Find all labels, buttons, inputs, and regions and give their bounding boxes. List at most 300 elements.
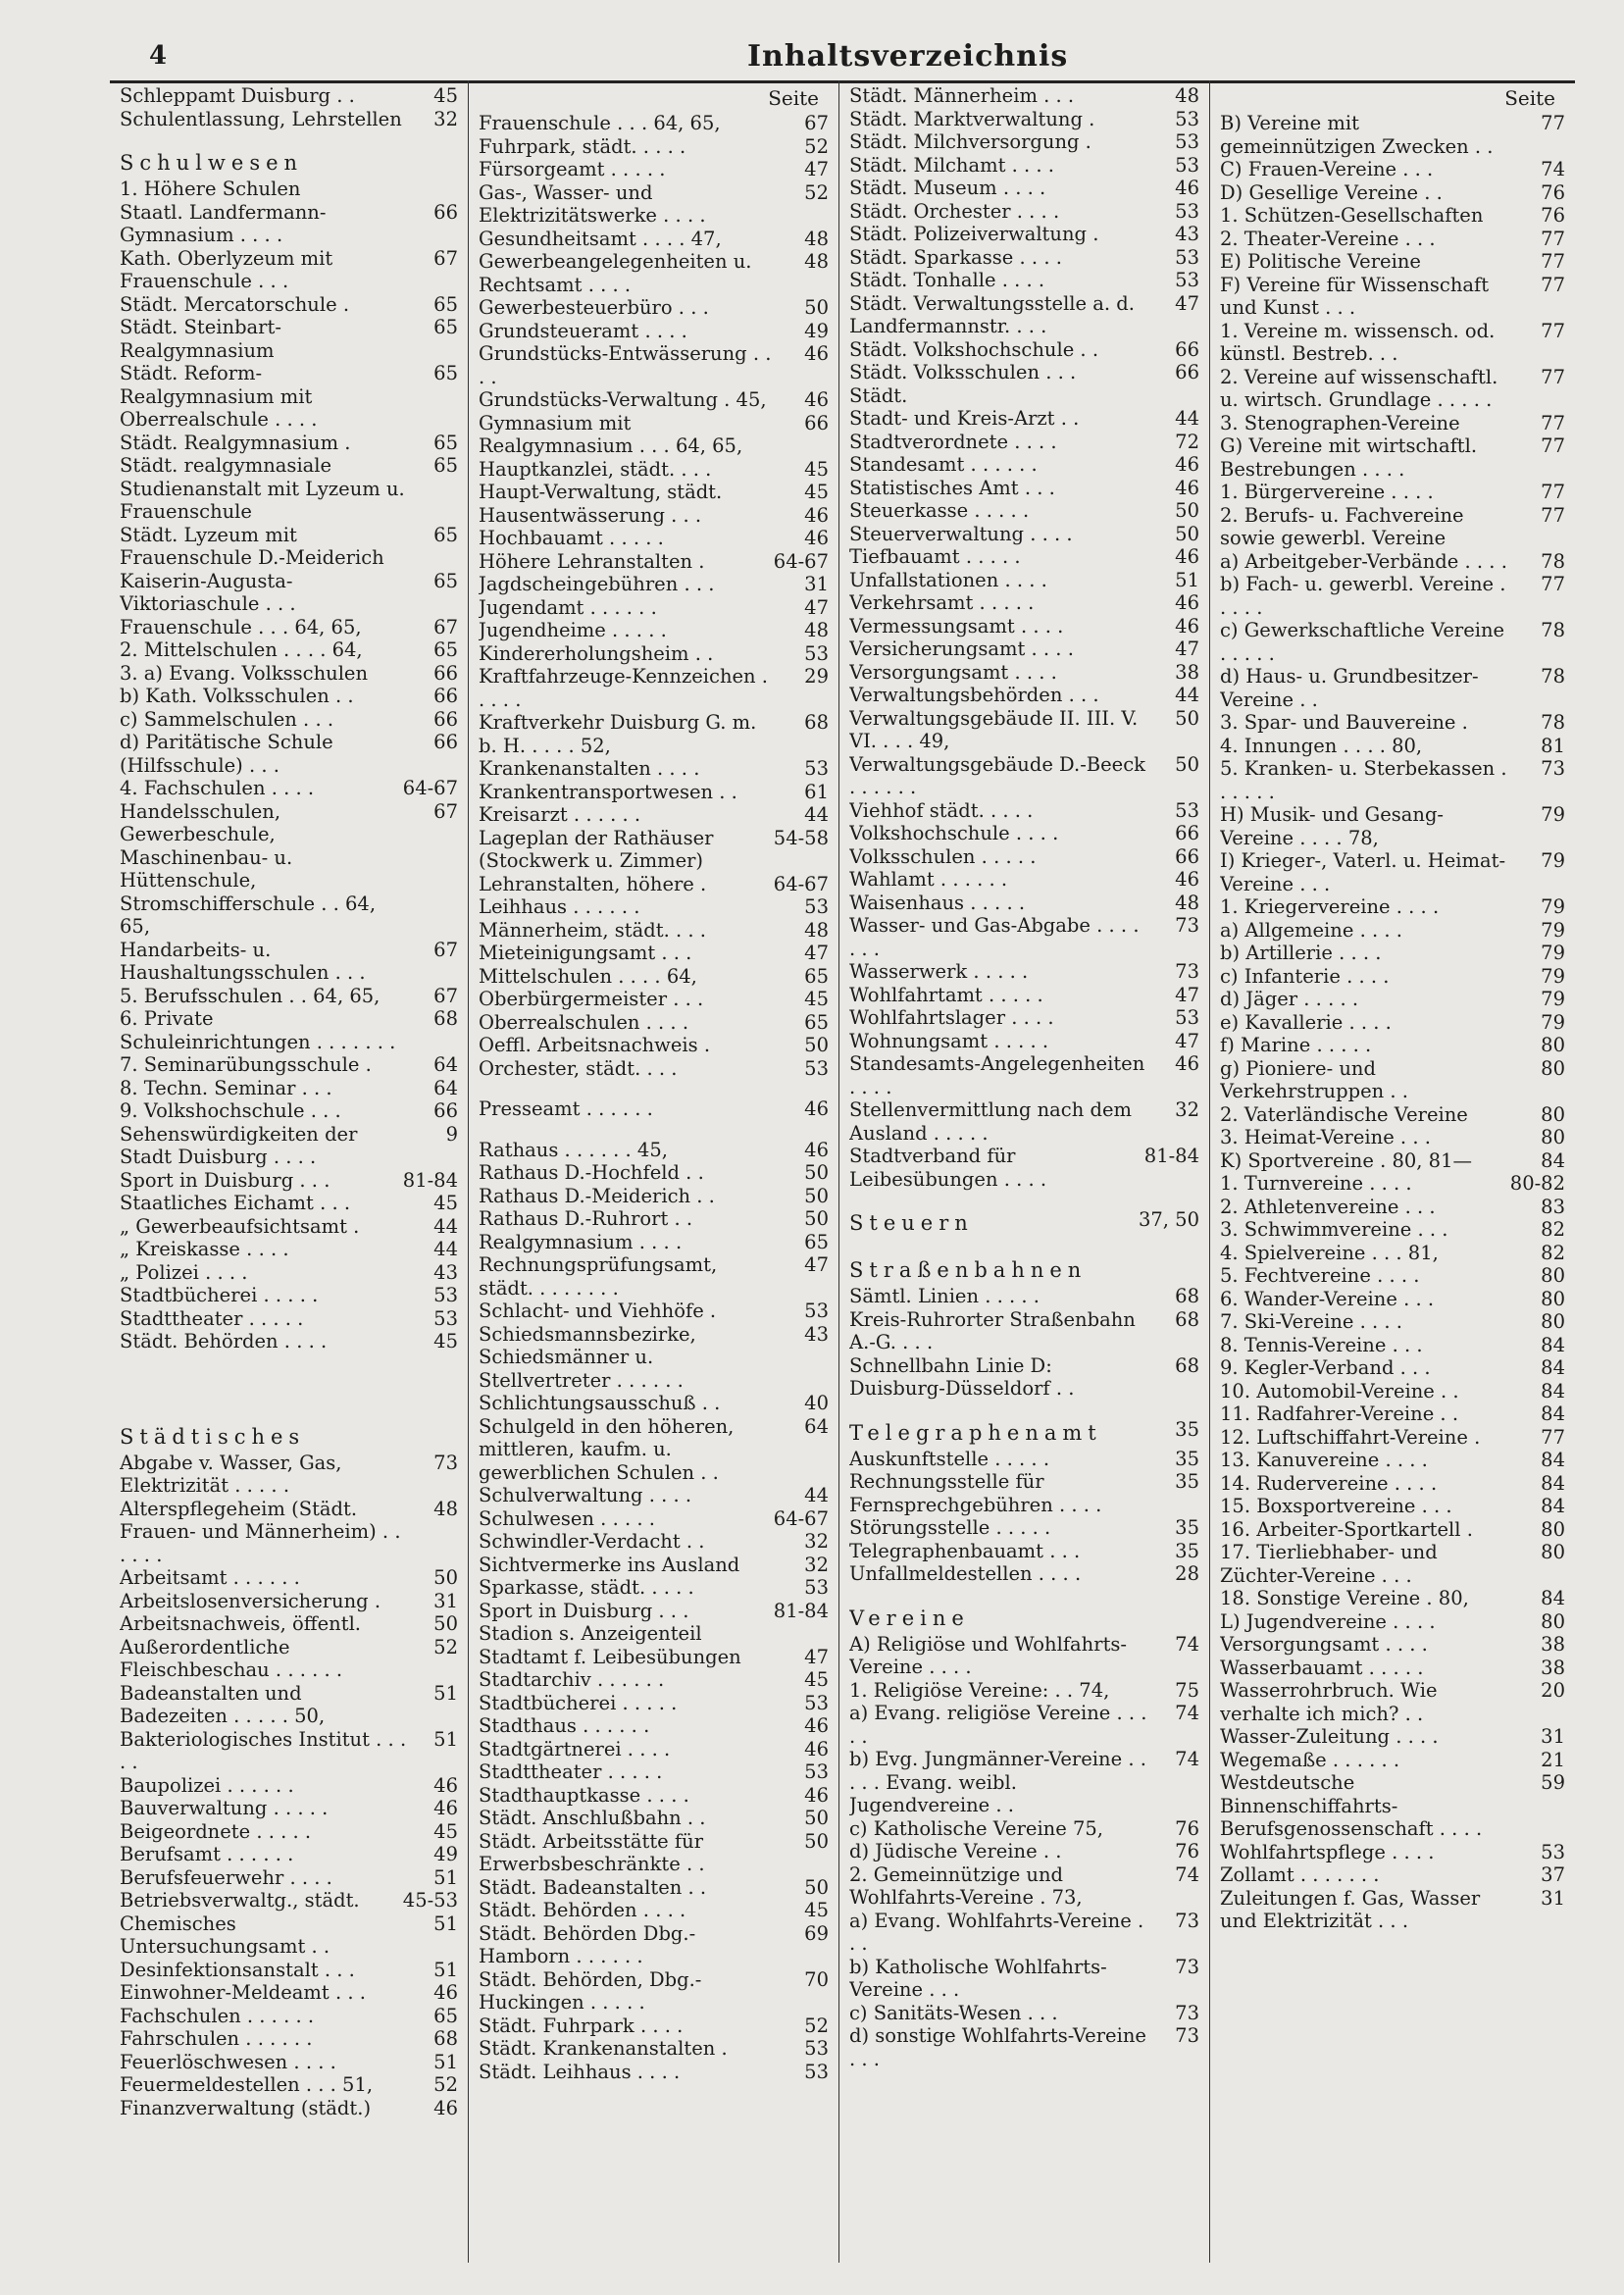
index-entry	[849, 1633, 1199, 1679]
section-heading	[849, 1604, 1199, 1633]
index-entry	[479, 757, 829, 781]
index-entry	[479, 1714, 829, 1738]
index-entry	[479, 1392, 829, 1415]
entry-text: Einwohner-Meldeamt . . .	[120, 1981, 366, 2004]
index-entry	[120, 108, 458, 131]
index-entry	[849, 591, 1199, 615]
index-entry	[849, 431, 1199, 454]
entry-text: Schulverwaltung . . . .	[479, 1484, 692, 1506]
entry-text: Städt. realgymnasiale Studienanstalt mit Lyzeum u. Frauenschule	[120, 454, 405, 523]
entry-page-number: 79	[1541, 803, 1565, 826]
index-entry	[120, 316, 458, 362]
entry-text: Zuleitungen f. Gas, Wasser und Elektrizität . . .	[1220, 1886, 1481, 1932]
entry-text: 2. Vereine auf wissenschaftl. u. wirtsch. Grundlage . . . . .	[1220, 365, 1498, 411]
index-entry	[479, 1692, 829, 1715]
entry-page-number: 31	[804, 573, 829, 595]
index-entry	[849, 960, 1199, 984]
entry-page-number: 51	[433, 1958, 458, 1981]
index-entry	[479, 596, 829, 620]
index-entry	[1220, 1541, 1565, 1587]
index-entry	[1220, 711, 1565, 735]
index-entry	[479, 1415, 829, 1485]
entry-page-number: 53	[1175, 107, 1199, 130]
entry-page-number: 73	[1175, 914, 1199, 937]
index-entry	[1220, 1264, 1565, 1288]
index-entry	[1220, 665, 1565, 711]
entry-page-number: 51	[1175, 568, 1199, 591]
entry-page-number: 80	[1541, 1310, 1565, 1333]
entry-text: Wasserbauamt . . . . .	[1220, 1656, 1424, 1679]
entry-page-number: 35	[1175, 1417, 1199, 1441]
entry-text: e) Kavallerie . . . .	[1220, 1010, 1392, 1034]
section-heading	[849, 1418, 1199, 1448]
section-heading	[849, 1255, 1199, 1285]
index-entry	[849, 1098, 1199, 1145]
entry-page-number: 84	[1541, 1495, 1565, 1517]
entry-page-number: 77	[1541, 365, 1565, 388]
entry-page-number: 65	[804, 964, 829, 988]
index-entry	[1220, 1587, 1565, 1610]
index-entry	[849, 1817, 1199, 1841]
index-entry	[1220, 1126, 1565, 1149]
index-entry	[479, 458, 829, 482]
index-entry	[849, 292, 1199, 338]
entry-page-number: 46	[804, 1714, 829, 1737]
index-entry	[120, 1169, 458, 1193]
index-entry	[479, 2014, 829, 2038]
entry-page-number: 80	[1541, 1034, 1565, 1056]
entry-text: 3. Schwimmvereine . . .	[1220, 1218, 1448, 1241]
index-entry	[120, 708, 458, 732]
entry-page-number: 50	[804, 1184, 829, 1207]
entry-page-number: 32	[804, 1553, 829, 1576]
entry-text: 9. Volkshochschule . . .	[120, 1099, 341, 1122]
entry-text: Städt. Arbeitsstätte für Erwerbsbeschränkte . .	[479, 1829, 705, 1875]
index-entry	[120, 1912, 458, 1959]
entry-text: 1. Vereine m. wissensch. od. künstl. Bestreb. . .	[1220, 319, 1496, 365]
entry-text: Sport in Duisburg . . .	[120, 1168, 330, 1192]
index-entry	[120, 2073, 458, 2097]
entry-text: „ Kreiskasse . . . .	[120, 1238, 289, 1260]
entry-text: Leihhaus . . . . . .	[479, 895, 640, 918]
entry-text: 1. Turnvereine . . . .	[1220, 1172, 1412, 1195]
entry-page-number: 49	[433, 1843, 458, 1865]
index-entry	[849, 1910, 1199, 1956]
entry-page-number: 47	[1175, 1029, 1199, 1052]
entry-page-number: 66	[1175, 844, 1199, 868]
index-entry	[1220, 1518, 1565, 1542]
entry-page-number: 81-84	[1143, 1145, 1199, 1167]
entry-text: A) Religiöse und Wohlfahrts-Vereine . . . .	[849, 1632, 1127, 1678]
entry-page-number: 79	[1541, 942, 1565, 964]
entry-page-number: 80	[1541, 1102, 1565, 1126]
index-entry	[479, 1057, 829, 1081]
entry-page-number: 67	[433, 984, 458, 1007]
index-entry	[120, 638, 458, 662]
index-entry	[479, 1097, 829, 1121]
entry-page-number: 68	[433, 1007, 458, 1030]
entry-text: Kaiserin-Augusta-Viktoriaschule . . .	[120, 569, 296, 615]
entry-page-number: 53	[433, 1284, 458, 1306]
entry-text: d) Jäger . . . . .	[1220, 988, 1359, 1010]
entry-page-number: 81-84	[402, 1168, 458, 1192]
entry-text: Stadttheater . . . . .	[120, 1306, 304, 1330]
entry-text: Volkshochschule . . . .	[849, 822, 1059, 844]
entry-text: Krankentransportwesen . .	[479, 780, 737, 803]
index-entry	[849, 1540, 1199, 1563]
entry-text: Männerheim, städt. . . .	[479, 918, 706, 942]
index-entry	[1220, 965, 1565, 989]
entry-page-number: 73	[1541, 757, 1565, 780]
spacer	[849, 1401, 1199, 1418]
index-entry	[120, 2051, 458, 2074]
entry-page-number: 31	[433, 1589, 458, 1612]
index-entry	[849, 545, 1199, 569]
entry-page-number: 46	[804, 503, 829, 527]
entry-text: Beigeordnete . . . . .	[120, 1819, 312, 1843]
section-heading-text: Telegraphenamt	[849, 1420, 1102, 1445]
entry-page-number: 74	[1175, 1748, 1199, 1770]
entry-text: Kraftverkehr Duisburg G. m. b. H. . . . . 52,	[479, 711, 757, 757]
entry-page-number: 46	[804, 1783, 829, 1807]
entry-page-number: 53	[804, 757, 829, 780]
entry-text: 2. Mittelschulen . . . . 64,	[120, 638, 363, 661]
entry-text: Desinfektionsanstalt . . .	[120, 1958, 355, 1981]
index-entry	[479, 827, 829, 873]
entry-page-number: 79	[1541, 1010, 1565, 1034]
index-entry	[1220, 320, 1565, 366]
entry-page-number: 46	[804, 1097, 829, 1120]
index-entry	[849, 615, 1199, 638]
index-entry	[1220, 1887, 1565, 1933]
index-entry	[1220, 1725, 1565, 1749]
index-entry	[120, 1284, 458, 1307]
index-entry	[849, 684, 1199, 707]
index-entry	[849, 1308, 1199, 1354]
entry-page-number: 35	[1175, 1470, 1199, 1493]
entry-page-number: 53	[804, 1691, 829, 1714]
entry-page-number: 47	[804, 1645, 829, 1668]
index-entry	[479, 895, 829, 919]
index-entry	[120, 2097, 458, 2120]
entry-text: 3. Spar- und Bauvereine .	[1220, 711, 1468, 734]
entry-page-number: 50	[804, 296, 829, 319]
entry-page-number: 79	[1541, 988, 1565, 1010]
index-entry	[1220, 1657, 1565, 1680]
entry-page-number: 50	[433, 1566, 458, 1589]
index-entry	[1220, 1771, 1565, 1841]
entry-text: C) Frauen-Vereine . . .	[1220, 158, 1434, 180]
index-entry	[120, 1612, 458, 1636]
entry-page-number: 65	[433, 316, 458, 338]
index-entry	[120, 570, 458, 616]
index-entry	[849, 453, 1199, 477]
entry-page-number: 77	[1541, 573, 1565, 595]
entry-page-number: 53	[1175, 269, 1199, 291]
entry-text: Außerordentliche Fleischbeschau . . . . . .	[120, 1635, 343, 1681]
index-entry	[120, 178, 458, 201]
entry-text: 10. Automobil-Vereine . .	[1220, 1379, 1459, 1402]
entry-text: Jugendheime . . . . .	[479, 619, 667, 641]
entry-page-number: 48	[804, 250, 829, 273]
entry-page-number: 53	[804, 1760, 829, 1783]
entry-text: Feuerlöschwesen . . . .	[120, 2050, 336, 2073]
section-heading	[120, 1422, 458, 1452]
index-entry	[1220, 1495, 1565, 1518]
index-entry	[120, 685, 458, 708]
entry-page-number: 66	[804, 411, 829, 434]
entry-text: Stadttheater . . . . .	[479, 1760, 663, 1783]
entry-text: Orchester, städt. . . .	[479, 1056, 678, 1080]
index-entry	[479, 1161, 829, 1185]
entry-page-number: 50	[804, 1829, 829, 1853]
entry-page-number: 84	[1541, 1471, 1565, 1495]
entry-page-number: 48	[433, 1497, 458, 1520]
entry-text: 4. Innungen . . . . 80,	[1220, 734, 1423, 757]
entry-page-number: 77	[1541, 273, 1565, 296]
entry-text: Schulentlassung, Lehrstellen	[120, 107, 402, 130]
index-entry	[479, 1185, 829, 1208]
entry-page-number: 82	[1541, 1218, 1565, 1241]
index-entry	[120, 1192, 458, 1215]
entry-page-number: 77	[1541, 250, 1565, 273]
entry-text: Bauverwaltung . . . . .	[120, 1797, 329, 1819]
index-entry	[479, 1830, 829, 1876]
entry-text: 2. Vaterländische Vereine	[1220, 1102, 1468, 1126]
entry-page-number: 80	[1541, 1126, 1565, 1148]
entry-text: Wasser-Zuleitung . . . .	[1220, 1725, 1439, 1748]
entry-text: 2. Athletenvereine . . .	[1220, 1195, 1436, 1218]
index-entry	[120, 939, 458, 985]
entry-text: Städt. Mercatorschule .	[120, 292, 350, 316]
entry-page-number: 53	[804, 2037, 829, 2060]
entry-text: Unfallstationen . . . .	[849, 568, 1047, 591]
index-entry	[1220, 1449, 1565, 1472]
entry-text: „ Gewerbeaufsichtsamt .	[120, 1214, 360, 1238]
index-entry	[849, 84, 1199, 108]
entry-text: I) Krieger-, Vaterl. u. Heimat-Vereine . . .	[1220, 849, 1506, 895]
entry-text: Wasserrohrbruch. Wie verhalte ich mich? . .	[1220, 1679, 1438, 1725]
index-column-1	[110, 80, 469, 2263]
index-entry	[1220, 1610, 1565, 1634]
entry-page-number: 45	[433, 1192, 458, 1214]
entry-page-number: 83	[1541, 1195, 1565, 1218]
entry-page-number: 48	[804, 918, 829, 942]
index-entry	[120, 1820, 458, 1844]
index-entry	[849, 1470, 1199, 1516]
entry-text: 1. Schützen-Gesellschaften	[1220, 204, 1484, 227]
entry-page-number: 64	[433, 1053, 458, 1076]
entry-text: 4. Fachschulen . . . .	[120, 777, 315, 799]
index-entry	[479, 228, 829, 251]
entry-page-number: 44	[1175, 407, 1199, 430]
index-entry	[479, 1323, 829, 1393]
entry-page-number: 53	[1175, 245, 1199, 269]
index-entry	[479, 250, 829, 296]
entry-text: Zollamt . . . . . . .	[1220, 1863, 1380, 1886]
index-entry	[120, 1636, 458, 1682]
entry-page-number: 53	[1175, 153, 1199, 177]
entry-text: Städt. Orchester . . . .	[849, 199, 1060, 223]
index-entry	[849, 707, 1199, 753]
entry-text: Schulgeld in den höheren, mittleren, kaufm. u. gewerblichen Schulen . .	[479, 1414, 735, 1484]
entry-text: Städt. Lyzeum mit Frauenschule D.-Meiderich	[120, 523, 384, 569]
entry-text: Städt. Tonhalle . . . .	[849, 269, 1045, 291]
entry-page-number: 47	[804, 1253, 829, 1276]
index-entry	[1220, 919, 1565, 943]
entry-page-number: 80	[1541, 1517, 1565, 1541]
index-entry	[120, 1261, 458, 1285]
index-entry	[1220, 757, 1565, 803]
entry-text: Rathaus D.-Hochfeld . .	[479, 1161, 704, 1184]
entry-page-number: 68	[804, 711, 829, 734]
entry-page-number: 50	[1175, 706, 1199, 730]
index-entry	[479, 1899, 829, 1922]
entry-page-number: 77	[1541, 319, 1565, 342]
entry-text: Waisenhaus . . . . .	[849, 891, 1026, 914]
entry-text: 3. Heimat-Vereine . . .	[1220, 1126, 1431, 1148]
index-entry	[479, 1300, 829, 1323]
index-entry	[479, 2037, 829, 2061]
entry-text: 5. Berufsschulen . . 64, 65,	[120, 984, 381, 1007]
entry-text: Rathaus . . . . . . 45,	[479, 1138, 668, 1161]
index-entry	[479, 412, 829, 458]
index-entry	[120, 2027, 458, 2051]
entry-page-number: 9	[445, 1122, 458, 1146]
entry-page-number: 61	[804, 780, 829, 803]
entry-page-number: 77	[1541, 411, 1565, 434]
index-entry	[120, 247, 458, 293]
entry-page-number: 65	[433, 454, 458, 477]
entry-page-number: 43	[804, 1322, 829, 1346]
index-entry	[1220, 274, 1565, 320]
index-entry	[120, 84, 458, 108]
entry-text: Lageplan der Rathäuser (Stockwerk u. Zimmer)	[479, 826, 714, 872]
entry-text: Sehenswürdigkeiten der Stadt Duisburg . . . .	[120, 1122, 358, 1168]
entry-text: d) Jüdische Vereine . .	[849, 1840, 1062, 1862]
entry-page-number: 74	[1541, 158, 1565, 180]
index-entry	[120, 1123, 458, 1169]
entry-page-number: 80	[1541, 1056, 1565, 1080]
entry-text: Rathaus D.-Ruhrort . .	[479, 1207, 693, 1230]
index-entry	[849, 177, 1199, 200]
entry-text: Schlichtungsausschuß . .	[479, 1392, 721, 1414]
entry-text: 8. Techn. Seminar . . .	[120, 1076, 332, 1099]
entry-text: Stadtverordnete . . . .	[849, 430, 1057, 453]
entry-text: Wohnungsamt . . . . .	[849, 1029, 1049, 1052]
entry-page-number: 74	[1175, 1702, 1199, 1724]
entry-text: Jagdscheingebühren . . .	[479, 573, 715, 595]
entry-text: Verwaltungsbehörden . . .	[849, 684, 1099, 706]
entry-text: Versorgungsamt . . . .	[1220, 1633, 1428, 1656]
entry-text: Stadtbücherei . . . . .	[479, 1691, 678, 1714]
index-entry	[1220, 1196, 1565, 1219]
entry-text: 8. Tennis-Vereine . . .	[1220, 1333, 1423, 1356]
entry-text: Versicherungsamt . . . .	[849, 638, 1074, 660]
index-entry	[120, 1682, 458, 1728]
index-entry	[479, 1231, 829, 1254]
entry-page-number: 32	[804, 1530, 829, 1553]
index-entry	[120, 800, 458, 939]
entry-text: Kath. Oberlyzeum mit Frauenschule . . .	[120, 246, 333, 292]
entry-text: Grundstücks-Entwässerung . . . .	[479, 342, 772, 388]
spacer	[849, 1586, 1199, 1604]
entry-page-number: 65	[433, 292, 458, 316]
entry-page-number: 44	[433, 1214, 458, 1238]
index-entry	[479, 181, 829, 228]
index-entry	[479, 1622, 829, 1646]
index-entry	[1220, 1310, 1565, 1334]
entry-text: Städt. Milchamt . . . .	[849, 153, 1054, 177]
entry-page-number: 53	[1541, 1840, 1565, 1863]
entry-text: Standesamts-Angelegenheiten . . . .	[849, 1052, 1145, 1098]
index-column-3	[839, 80, 1210, 2263]
index-entry	[1220, 1402, 1565, 1426]
entry-page-number: 46	[1175, 1052, 1199, 1075]
entry-page-number: 65	[433, 431, 458, 454]
index-entry	[849, 1145, 1199, 1191]
entry-text: Störungsstelle . . . . .	[849, 1516, 1051, 1539]
entry-page-number: 74	[1175, 1862, 1199, 1886]
index-entry	[1220, 1472, 1565, 1496]
entry-page-number: 80-82	[1509, 1172, 1565, 1195]
entry-page-number: 52	[433, 1635, 458, 1658]
entry-page-number: 38	[1175, 660, 1199, 684]
entry-page-number: 80	[1541, 1287, 1565, 1310]
index-entry	[849, 523, 1199, 546]
entry-text: Gas-, Wasser- und Elektrizitätswerke . . . .	[479, 180, 706, 227]
entry-page-number: 65	[433, 638, 458, 661]
entry-page-number: 68	[433, 2027, 458, 2050]
entry-text: Unfallmeldestellen . . . .	[849, 1562, 1082, 1585]
entry-text: 17. Tierliebhaber- und Züchter-Vereine . . .	[1220, 1541, 1438, 1587]
entry-page-number: 77	[1541, 112, 1565, 134]
entry-page-number: 45	[804, 988, 829, 1010]
index-entry	[479, 296, 829, 320]
entry-page-number: 31	[1541, 1725, 1565, 1748]
entry-text: Viehhof städt. . . . .	[849, 798, 1034, 822]
index-entry	[479, 1668, 829, 1692]
index-entry	[120, 777, 458, 800]
entry-page-number: 47	[804, 595, 829, 619]
entry-text: Krankenanstalten . . . .	[479, 757, 700, 780]
entry-text: Städt. Leihhaus . . . .	[479, 2060, 681, 2083]
entry-text: c) Sammelschulen . . .	[120, 707, 334, 731]
spacer	[479, 1121, 829, 1139]
entry-page-number: 65	[433, 362, 458, 384]
entry-text: 15. Boxsportvereine . . .	[1220, 1495, 1452, 1517]
index-entry	[479, 803, 829, 827]
entry-page-number: 47	[804, 942, 829, 964]
index-entry	[479, 1507, 829, 1531]
entry-page-number: 52	[433, 2073, 458, 2096]
entry-page-number: 53	[433, 1306, 458, 1330]
index-entry	[479, 965, 829, 989]
entry-text: Wohlfahrtslager . . . .	[849, 1006, 1054, 1029]
entry-page-number: 78	[1541, 711, 1565, 734]
entry-page-number: 43	[1175, 223, 1199, 245]
entry-page-number: 65	[433, 2004, 458, 2027]
entry-page-number: 65	[804, 1230, 829, 1253]
entry-text: Städt. Anschlußbahn . .	[479, 1807, 706, 1829]
entry-text: Gesundheitsamt . . . . 47,	[479, 227, 722, 250]
index-entry	[479, 1968, 829, 2014]
index-entry	[849, 384, 1199, 408]
index-entry	[1220, 504, 1565, 550]
entry-text: Chemisches Untersuchungsamt . .	[120, 1912, 330, 1958]
entry-text: Staatl. Landfermann-Gymnasium . . . .	[120, 200, 327, 246]
entry-text: Auskunftstelle . . . . .	[849, 1447, 1050, 1470]
